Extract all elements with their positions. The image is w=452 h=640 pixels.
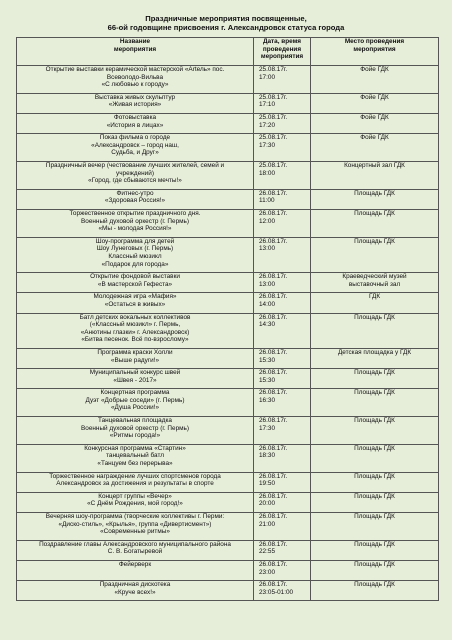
date-time-cell-line: 26.08.17г. — [259, 540, 288, 548]
event-name-cell-line: Танцевальная площадка — [98, 417, 172, 425]
table-row — [17, 561, 439, 581]
event-name-cell — [17, 93, 254, 113]
table-row — [17, 472, 439, 492]
event-name-cell-line: Поздравление главы Александровского муниципального района — [39, 540, 231, 548]
header-date-time: Дата, время проведения мероприятия — [254, 38, 311, 66]
event-name-cell-line: Открытие выставки керамической мастерской «Artель» пос. — [45, 66, 225, 73]
event-name-cell-line: Шоу Лунеговых (г. Пермь) — [96, 245, 174, 253]
place-cell-line: Площадь ГДК — [354, 492, 395, 500]
place-cell-line: Площадь ГДК — [354, 209, 395, 217]
event-name-cell — [17, 369, 254, 389]
event-name-cell-line: Фитнес-утро — [116, 189, 154, 197]
event-name-cell-line: «Выше радуги!» — [110, 356, 160, 364]
place-cell-line: Площадь ГДК — [354, 513, 395, 521]
event-name-cell-line: Судьба, и Друг» — [111, 149, 159, 157]
event-name-cell — [17, 513, 254, 541]
date-time-cell-line: 26.08.17г. — [259, 581, 288, 589]
date-time-cell-line: 15:30 — [259, 356, 275, 364]
event-name-cell-line: «История в лицах» — [106, 121, 164, 129]
event-name-cell-line: Военный духовой оркестр (г. Пермь) — [81, 217, 189, 225]
header-event-name: Название мероприятия — [17, 38, 254, 66]
date-time-cell — [254, 189, 311, 209]
place-cell — [311, 540, 439, 560]
place-cell — [311, 472, 439, 492]
table-header-row — [17, 38, 439, 66]
event-name-cell-line: «Подарок для города» — [101, 260, 169, 268]
event-name-cell-line: Праздничный вечер (чествование лучших жителей, семей и — [45, 161, 225, 169]
date-time-cell-line: 23:00 — [259, 568, 275, 576]
date-time-cell-line: 21:00 — [259, 520, 275, 528]
date-time-cell-line: 14:30 — [259, 321, 275, 329]
event-name-cell-line: «Мы - молодая Россия!» — [98, 225, 172, 233]
date-time-cell-line: 26.08.17г. — [259, 209, 288, 217]
title-line: Праздничные мероприятия посвященные, — [145, 14, 307, 23]
date-time-cell-line: 13:00 — [259, 245, 275, 253]
table-row — [17, 273, 439, 293]
event-name-cell-line: Классный мюзикл — [108, 252, 162, 260]
date-time-cell — [254, 348, 311, 368]
event-name-cell-line: Конкурсная программа «Стартин» — [84, 444, 186, 452]
table-row — [17, 161, 439, 189]
event-name-cell-line: «Александровск – город наш, — [91, 141, 179, 149]
place-cell-line: выставочный зал — [348, 280, 401, 288]
event-name-cell-line: С. В. Богатыревой — [107, 548, 163, 556]
table-row — [17, 313, 439, 348]
date-time-cell — [254, 417, 311, 445]
event-name-cell-line: Военный духовой оркестр (г. Пермь) — [81, 424, 189, 432]
place-cell-line: Площадь ГДК — [354, 417, 395, 425]
date-time-cell-line: 22:55 — [259, 548, 275, 556]
table-row — [17, 293, 439, 313]
place-cell — [311, 293, 439, 313]
document-title — [0, 14, 452, 32]
event-name-cell-line: Праздничная дискотека — [99, 581, 171, 589]
event-name-cell — [17, 134, 254, 162]
place-cell-line: Площадь ГДК — [354, 581, 395, 589]
event-name-cell — [17, 113, 254, 133]
place-cell-line: Площадь ГДК — [354, 389, 395, 397]
date-time-cell-line: 17:30 — [259, 424, 275, 432]
table-row — [17, 389, 439, 417]
date-time-cell-line: 11:00 — [259, 197, 275, 205]
event-name-cell-line: «Душа России!» — [110, 404, 160, 412]
place-cell-line: Детская площадка у ГДК — [337, 348, 412, 356]
place-cell — [311, 313, 439, 348]
place-cell-line: Площадь ГДК — [354, 237, 395, 245]
date-time-cell-line: 19:50 — [259, 480, 275, 488]
place-cell — [311, 161, 439, 189]
event-name-cell-line: «Диско-стиль», «Крылья», группа «Дивертисмент») — [58, 520, 212, 528]
date-time-cell — [254, 581, 311, 601]
table-row — [17, 209, 439, 237]
place-cell-line: Краеведческий музей — [342, 273, 407, 281]
date-time-cell-line: 15:30 — [259, 376, 275, 384]
event-name-cell — [17, 492, 254, 512]
date-time-cell — [254, 161, 311, 189]
date-time-cell — [254, 472, 311, 492]
place-cell-line: Площадь ГДК — [354, 561, 395, 569]
date-time-cell-line: 26.08.17г. — [259, 472, 288, 480]
event-name-cell-line: Торжественное награждение лучших спортсменов города — [49, 472, 221, 480]
date-time-cell-line: 26.08.17г. — [259, 513, 288, 521]
event-name-cell — [17, 348, 254, 368]
event-name-cell-line: «Город, где сбываются мечты!» — [88, 177, 182, 185]
event-name-cell-line: Концерт группы «Вечер» — [98, 492, 172, 500]
date-time-cell-line: 26.08.17г. — [259, 293, 288, 301]
date-time-cell — [254, 492, 311, 512]
event-name-cell — [17, 389, 254, 417]
event-name-cell-line: Александровск за достижения и результаты в спорте — [56, 480, 214, 488]
event-name-cell — [17, 273, 254, 293]
date-time-cell-line: 26.08.17г. — [259, 189, 288, 197]
header-place: Место проведения мероприятия — [311, 38, 439, 66]
date-time-cell — [254, 209, 311, 237]
event-name-cell-line: Открытие фондовой выставки — [90, 273, 180, 281]
event-name-cell-line: «Битва песенок. Всё по-взрослому» — [81, 336, 189, 344]
date-time-cell-line: 25.08.17г. — [259, 113, 288, 121]
event-name-cell-line: «Круче всех!» — [114, 588, 156, 596]
place-cell-line: Фойе ГДК — [360, 134, 389, 142]
date-time-cell — [254, 293, 311, 313]
event-name-cell — [17, 161, 254, 189]
event-name-cell — [17, 540, 254, 560]
date-time-cell-line: 25.08.17г. — [259, 66, 288, 73]
event-name-cell-line: «Танцуем без перерыва» — [97, 460, 173, 468]
event-name-cell — [17, 66, 254, 94]
place-cell — [311, 273, 439, 293]
events-table — [16, 37, 439, 601]
place-cell-line: Фойе ГДК — [360, 93, 389, 101]
date-time-cell-line: 26.08.17г. — [259, 237, 288, 245]
place-cell — [311, 348, 439, 368]
table-row — [17, 348, 439, 368]
date-time-cell-line: 18:30 — [259, 452, 275, 460]
event-name-cell-line: («Классный мюзикл» г. Пермь, — [89, 321, 181, 329]
date-time-cell-line: 13:00 — [259, 280, 275, 288]
place-cell-line: Площадь ГДК — [354, 313, 395, 321]
event-name-cell-line: учреждений) — [116, 169, 154, 177]
date-time-cell-line: 17:00 — [259, 73, 275, 81]
date-time-cell-line: 17:10 — [259, 101, 275, 109]
place-cell — [311, 581, 439, 601]
date-time-cell-line: 25.08.17г. — [259, 134, 288, 142]
place-cell — [311, 389, 439, 417]
event-name-cell-line: «Современные ритмы» — [100, 528, 170, 536]
date-time-cell — [254, 444, 311, 472]
event-name-cell-line: Шоу-программа для детей — [95, 237, 175, 245]
date-time-cell — [254, 369, 311, 389]
event-name-cell-line: Дуэт «Добрые соседи» (г. Пермь) — [85, 396, 185, 404]
event-name-cell-line: Торжественное открытие праздничного дня. — [69, 209, 201, 217]
place-cell — [311, 66, 439, 94]
event-name-cell-line: Выставка живых скульптур — [94, 93, 176, 101]
event-name-cell — [17, 444, 254, 472]
place-cell — [311, 93, 439, 113]
event-name-cell-line: Программа краски Холли — [97, 348, 173, 356]
table-row — [17, 581, 439, 601]
event-name-cell-line: Батл детских вокальных коллективов — [79, 313, 191, 321]
event-name-cell — [17, 237, 254, 272]
place-cell — [311, 369, 439, 389]
place-cell-line: Площадь ГДК — [354, 472, 395, 480]
event-name-cell — [17, 293, 254, 313]
event-name-cell-line: Муниципальный конкурс швей — [89, 369, 181, 377]
event-name-cell-line: «Анютины глазки» г. Александровск) — [80, 328, 190, 336]
date-time-cell — [254, 513, 311, 541]
date-time-cell-line: 12:00 — [259, 217, 275, 225]
date-time-cell-line: 26.08.17г. — [259, 417, 288, 425]
place-cell-line: ГДК — [368, 293, 381, 301]
place-cell-line: Фойе ГДК — [360, 113, 389, 121]
table-row — [17, 66, 439, 94]
event-name-cell — [17, 417, 254, 445]
date-time-cell-line: 26.08.17г. — [259, 492, 288, 500]
table-row — [17, 237, 439, 272]
place-cell-line: Площадь ГДК — [354, 369, 395, 377]
date-time-cell-line: 26.08.17г. — [259, 444, 288, 452]
date-time-cell — [254, 313, 311, 348]
table-row — [17, 189, 439, 209]
event-name-cell — [17, 313, 254, 348]
date-time-cell-line: 26.08.17г. — [259, 348, 288, 356]
place-cell-line: Площадь ГДК — [354, 444, 395, 452]
title-line: 66-ой годовщине присвоения г. Александровск статуса города — [107, 23, 345, 32]
table-row — [17, 134, 439, 162]
event-name-cell-line: «Швея - 2017» — [113, 376, 157, 384]
place-cell — [311, 444, 439, 472]
place-cell-line: Концертный зал ГДК — [344, 161, 405, 169]
place-cell — [311, 513, 439, 541]
table-row — [17, 540, 439, 560]
place-cell — [311, 237, 439, 272]
event-name-cell-line: «С Днём Рождения, мой город!» — [87, 500, 183, 508]
place-cell — [311, 134, 439, 162]
table-row — [17, 93, 439, 113]
date-time-cell — [254, 389, 311, 417]
date-time-cell — [254, 66, 311, 94]
event-name-cell-line: «В мастерской Гефеста» — [97, 280, 173, 288]
date-time-cell-line: 16:30 — [259, 396, 275, 404]
place-cell-line: Площадь ГДК — [354, 540, 395, 548]
date-time-cell — [254, 273, 311, 293]
date-time-cell-line: 26.08.17г. — [259, 561, 288, 569]
event-name-cell-line: «Остаться в живых» — [104, 300, 166, 308]
date-time-cell-line: 18:00 — [259, 169, 275, 177]
place-cell — [311, 492, 439, 512]
event-name-cell-line: «Здоровая Россия!» — [104, 197, 166, 205]
event-name-cell-line: «С любовью к городу» — [101, 81, 169, 89]
event-name-cell-line: танцевальный батл — [106, 452, 164, 460]
table-body — [17, 66, 439, 601]
event-name-cell — [17, 581, 254, 601]
event-name-cell-line: Всеволодо-Вильва — [106, 73, 164, 81]
date-time-cell-line: 25.08.17г. — [259, 161, 288, 169]
date-time-cell — [254, 113, 311, 133]
event-name-cell — [17, 561, 254, 581]
table-row — [17, 417, 439, 445]
table-row — [17, 513, 439, 541]
table-row — [17, 113, 439, 133]
place-cell-line: Площадь ГДК — [354, 189, 395, 197]
date-time-cell-line: 17:20 — [259, 121, 275, 129]
place-cell — [311, 561, 439, 581]
table-row — [17, 369, 439, 389]
date-time-cell-line: 17:30 — [259, 141, 275, 149]
event-name-cell — [17, 472, 254, 492]
event-name-cell-line: Вечерняя шоу-программа (творческие коллективы г. Перми: — [45, 513, 225, 521]
date-time-cell — [254, 540, 311, 560]
event-name-cell-line: «Ритмы города!» — [109, 432, 161, 440]
date-time-cell-line: 26.08.17г. — [259, 389, 288, 397]
event-name-cell-line: Фотовыставка — [113, 113, 157, 121]
date-time-cell-line: 20:00 — [259, 500, 275, 508]
date-time-cell — [254, 237, 311, 272]
event-name-cell-line: Молодежная игра «Мафия» — [93, 293, 177, 301]
event-name-cell-line: «Живая история» — [108, 101, 162, 109]
date-time-cell-line: 26.08.17г. — [259, 313, 288, 321]
event-name-cell — [17, 189, 254, 209]
date-time-cell — [254, 134, 311, 162]
date-time-cell-line: 25.08.17г. — [259, 93, 288, 101]
date-time-cell-line: 26.08.17г. — [259, 273, 288, 281]
event-name-cell-line: Показ фильма о городе — [99, 134, 171, 142]
place-cell — [311, 209, 439, 237]
date-time-cell-line: 23:05-01:00 — [259, 588, 294, 596]
date-time-cell — [254, 93, 311, 113]
event-name-cell-line: Фейерверк — [118, 561, 152, 569]
event-name-cell — [17, 209, 254, 237]
table-row — [17, 492, 439, 512]
place-cell — [311, 189, 439, 209]
event-name-cell-line: Концертная программа — [100, 389, 170, 397]
date-time-cell-line: 14:00 — [259, 300, 275, 308]
place-cell-line: Фойе ГДК — [360, 66, 389, 73]
date-time-cell — [254, 561, 311, 581]
place-cell — [311, 417, 439, 445]
place-cell — [311, 113, 439, 133]
date-time-cell-line: 26.08.17г. — [259, 369, 288, 377]
table-row — [17, 444, 439, 472]
